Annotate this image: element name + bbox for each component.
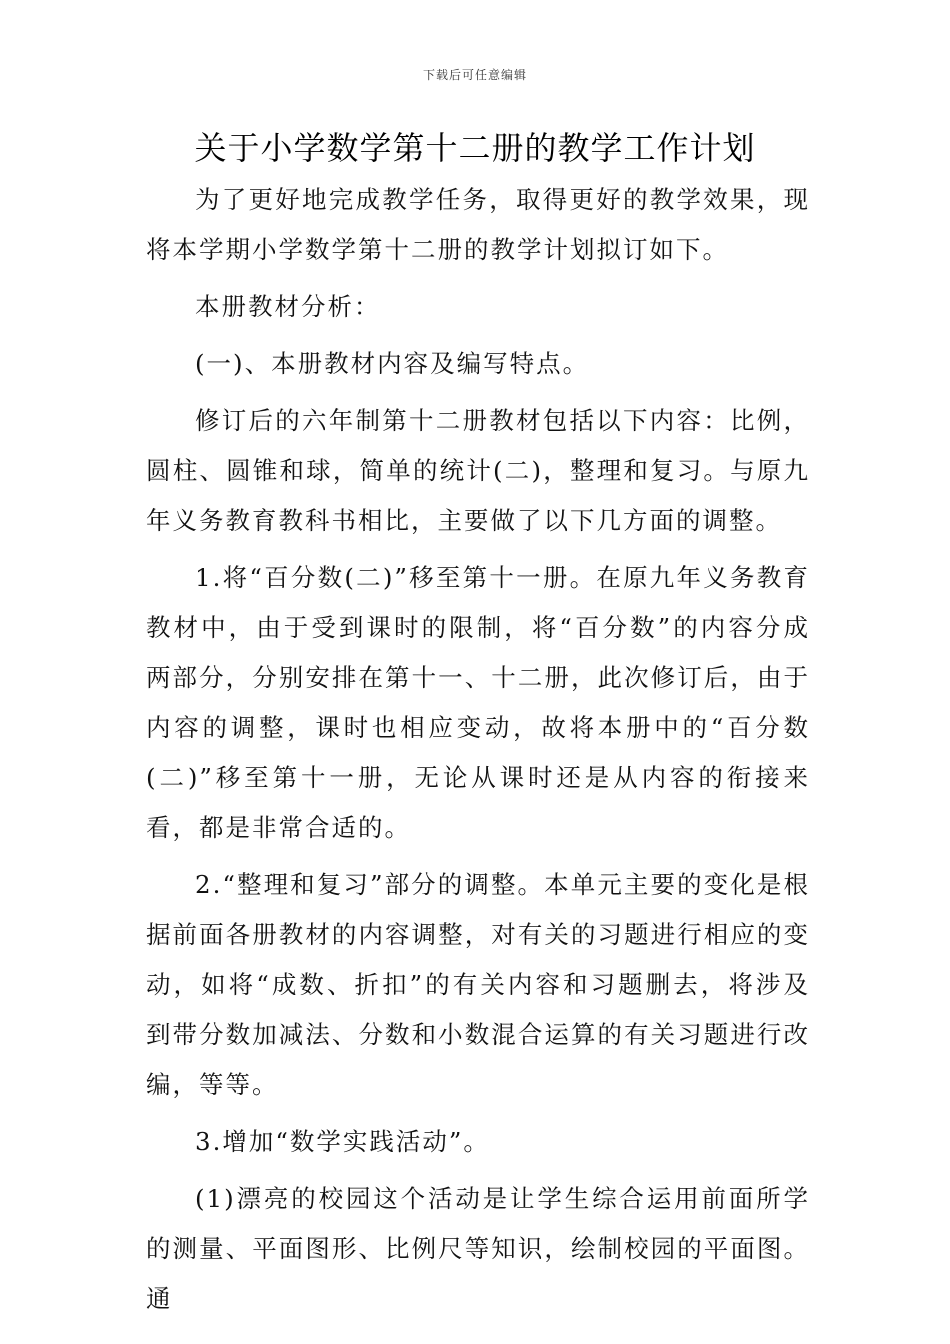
paragraph-content-overview: 修订后的六年制第十二册教材包括以下内容：比例，圆柱、圆锥和球，简单的统计(二)，整理和复习。与原九年义务教育教科书相比，主要做了以下几方面的调整。 bbox=[146, 406, 810, 535]
paragraph-item-1: 1.将“百分数(二)”移至第十一册。在原九年义务教育教材中，由于受到课时的限制，将“百分数”的内容分成两部分，分别安排在第十一、十二册，此次修订后，由于内容的调整，课时也相应变动，故将本册中的“百分数(二)”移至第十一册，无论从课时还是从内容的衔接来看，都是非常合适的。 bbox=[146, 563, 810, 842]
paragraph-intro: 为了更好地完成教学任务，取得更好的教学效果，现将本学期小学数学第十二册的教学计划拟订如下。 bbox=[146, 185, 810, 264]
paragraph-item-3: 3.增加“数学实践活动”。 bbox=[195, 1127, 490, 1156]
header-note: 下载后可任意编辑 bbox=[422, 68, 527, 82]
paragraph-item-2: 2.“整理和复习”部分的调整。本单元主要的变化是根据前面各册教材的内容调整，对有关的习题进行相应的变动，如将“成数、折扣”的有关内容和习题删去，将涉及到带分数加减法、分数和小数混合运算的有关习题进行改编，等等。 bbox=[146, 870, 810, 1099]
paragraph-item-3-1: (1)漂亮的校园这个活动是让学生综合运用前面所学的测量、平面图形、比例尺等知识，绘制校园的平面图。通 bbox=[146, 1184, 810, 1313]
paragraph-subheading: (一)、本册教材内容及编写特点。 bbox=[195, 349, 590, 378]
document-body bbox=[146, 175, 810, 1331]
paragraph-section-heading: 本册教材分析： bbox=[195, 292, 381, 321]
document-title: 关于小学数学第十二册的教学工作计划 bbox=[194, 129, 756, 167]
